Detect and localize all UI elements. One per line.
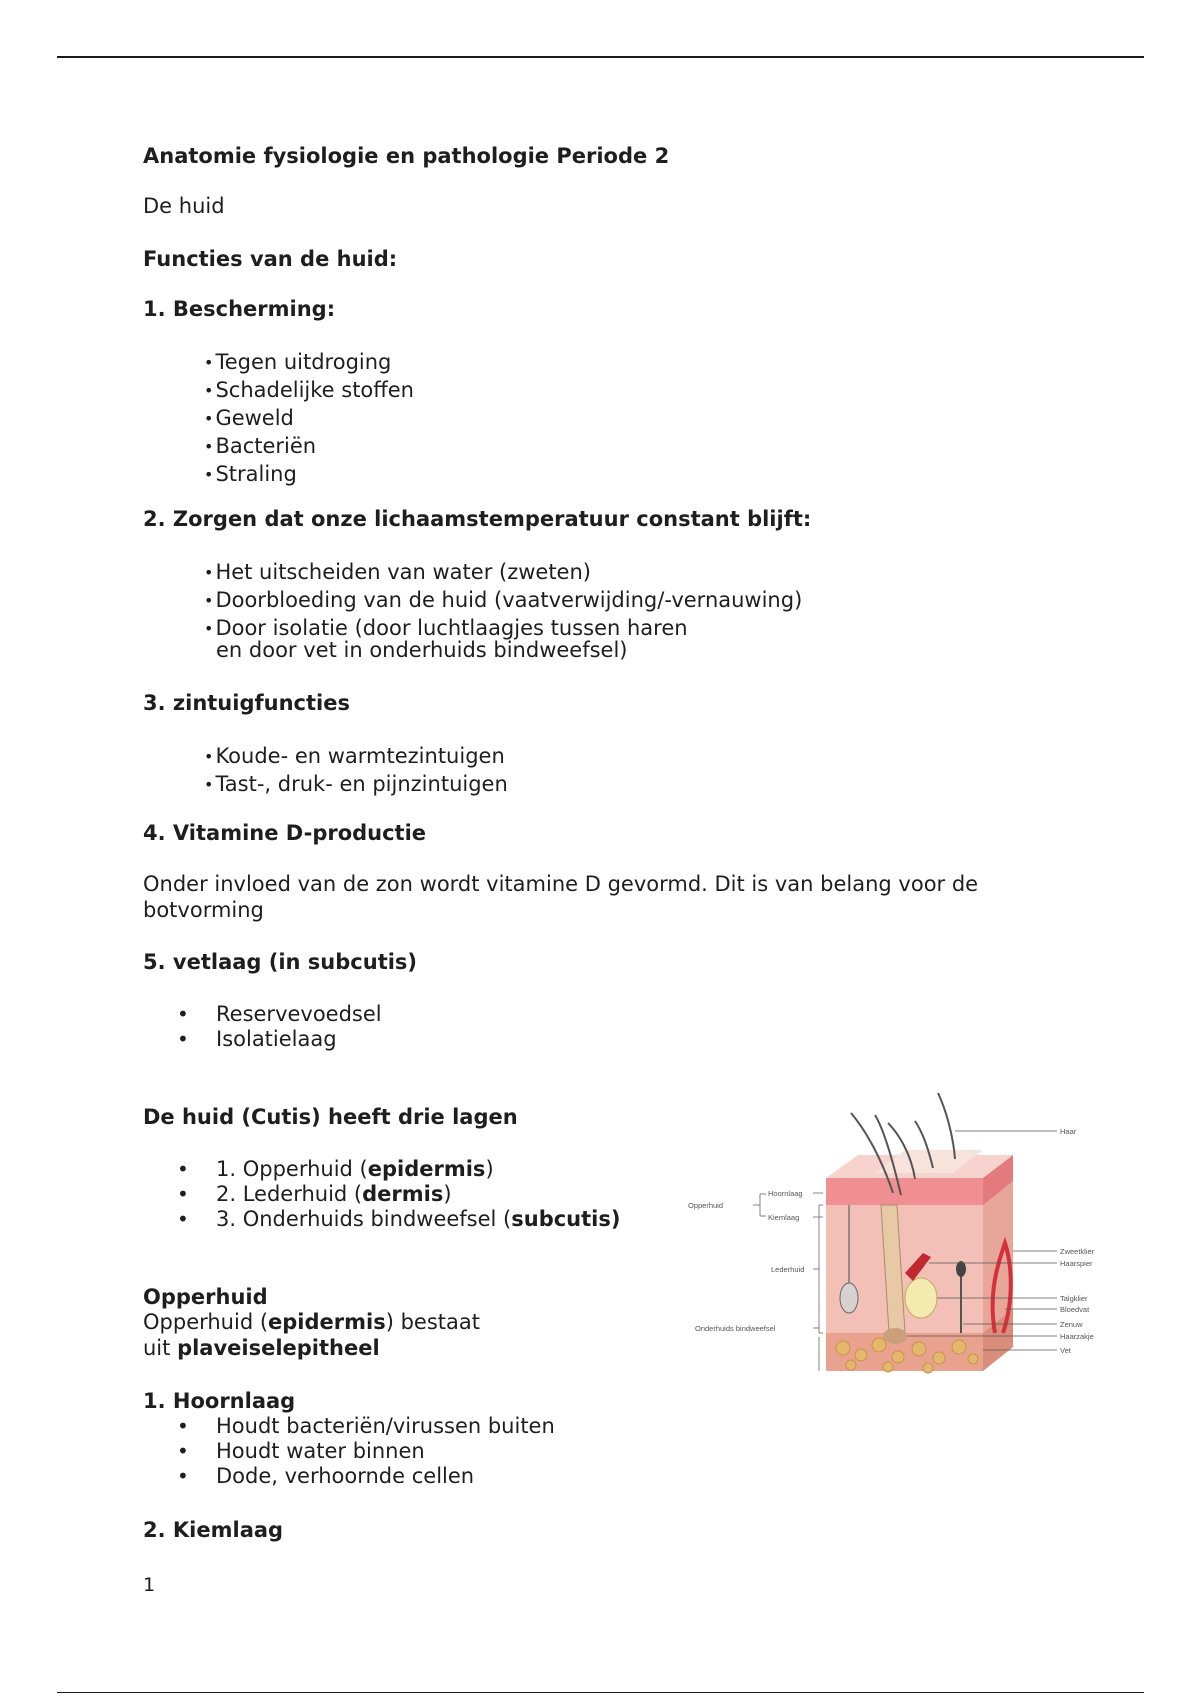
section-2-list [204, 559, 802, 643]
hoornlaag-list [177, 1414, 555, 1489]
kiemlaag-heading: 2. Kiemlaag [143, 1518, 284, 1542]
section-2-heading: 2. Zorgen dat onze lichaamstemperatuur constant blijft: [143, 507, 812, 531]
section-5-heading: 5. vetlaag (in subcutis) [143, 950, 418, 974]
section-1-list [204, 349, 414, 489]
list-item: • Tast-, druk- en pijnzintuigen [204, 771, 508, 799]
sebaceous-gland [905, 1278, 937, 1318]
list-item: • Bacteriën [204, 433, 414, 461]
list-item: • Tegen uitdroging [204, 349, 414, 377]
layer-item-dermis: • 2. Lederhuid (dermis) [177, 1182, 620, 1207]
functions-heading: Functies van de huid: [143, 247, 398, 271]
label-kiemlaag: Kiemlaag [768, 1213, 800, 1222]
layer-item-subcutis: • 3. Onderhuids bindweefsel (subcutis) [177, 1207, 620, 1232]
label-hoornlaag: Hoornlaag [768, 1189, 803, 1198]
label-haarzakje: Haarzakje [1060, 1332, 1094, 1341]
layers-heading: De huid (Cutis) heeft drie lagen [143, 1105, 518, 1129]
label-talgklier: Talgklier [1060, 1294, 1088, 1303]
list-item: • Isolatielaag [177, 1027, 382, 1052]
label-zenuw: Zenuw [1060, 1320, 1083, 1329]
sweat-gland [840, 1283, 858, 1313]
opperhuid-heading: Opperhuid [143, 1285, 268, 1309]
list-item: • Schadelijke stoffen [204, 377, 414, 405]
skin-diagram [683, 1093, 1113, 1385]
label-zweetklier: Zweetklier [1060, 1247, 1095, 1256]
opperhuid-line-1: Opperhuid (epidermis) bestaat [143, 1310, 480, 1334]
opperhuid-line-2: uit plaveiselepitheel [143, 1336, 380, 1360]
label-haarspier: Haarspier [1060, 1259, 1093, 1268]
label-onderhuids: Onderhuids bindweefsel [695, 1324, 776, 1333]
section-1-heading: 1. Bescherming: [143, 297, 336, 321]
list-item: • Koude- en warmtezintuigen [204, 743, 508, 771]
section-4-text: Onder invloed van de zon wordt vitamine D gevormd. Dit is van belang voor de botvorming [143, 872, 979, 922]
section-2-continuation: en door vet in onderhuids bindweefsel) [216, 638, 628, 662]
list-item: • Het uitscheiden van water (zweten) [204, 559, 802, 587]
page-number: 1 [143, 1574, 156, 1596]
label-haar: Haar [1060, 1127, 1077, 1136]
footer-rule [57, 1692, 1144, 1693]
section-3-heading: 3. zintuigfuncties [143, 691, 350, 715]
list-item: • Door isolatie (door luchtlaagjes tussen haren [204, 615, 802, 643]
layers-list [177, 1157, 620, 1232]
label-opperhuid: Opperhuid [688, 1201, 724, 1210]
section-5-list [177, 1002, 382, 1052]
list-item: • Houdt bacteriën/virussen buiten [177, 1414, 555, 1439]
list-item: • Doorbloeding van de huid (vaatverwijding/-vernauwing) [204, 587, 802, 615]
list-item: • Geweld [204, 405, 414, 433]
label-vet: Vet [1060, 1346, 1071, 1355]
doc-subtitle: De huid [143, 194, 225, 218]
label-bloedvat: Bloedvat [1060, 1305, 1090, 1314]
epidermis-layer [826, 1178, 983, 1205]
section-4-heading: 4. Vitamine D-productie [143, 821, 427, 845]
list-item: • Straling [204, 461, 414, 489]
header-rule [57, 56, 1144, 58]
layer-item-epidermis: • 1. Opperhuid (epidermis) [177, 1157, 620, 1182]
nerve [956, 1261, 966, 1277]
list-item: • Houdt water binnen [177, 1439, 555, 1464]
list-item: • Dode, verhoornde cellen [177, 1464, 555, 1489]
doc-title: Anatomie fysiologie en pathologie Periode 2 [143, 144, 670, 168]
list-item: • Reservevoedsel [177, 1002, 382, 1027]
hoornlaag-heading: 1. Hoornlaag [143, 1389, 296, 1413]
section-3-list [204, 743, 508, 799]
label-lederhuid: Lederhuid [771, 1265, 805, 1274]
